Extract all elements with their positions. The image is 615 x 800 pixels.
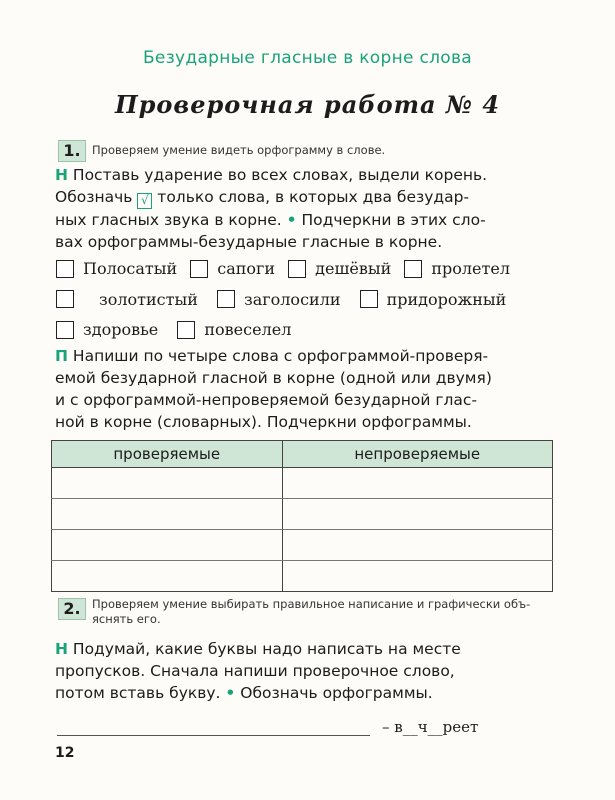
answer-cell[interactable] xyxy=(52,499,283,530)
table-header-checkable: проверяемые xyxy=(52,441,283,468)
word-item: золотистый xyxy=(99,289,198,309)
word-checkbox[interactable] xyxy=(190,260,208,278)
answer-cell[interactable] xyxy=(282,561,553,592)
task-p-line4: ной в корне (словарных). Подчеркни орфограммы. xyxy=(55,413,472,431)
answer-cell[interactable] xyxy=(52,530,283,561)
task2-instructions xyxy=(55,638,580,704)
task1-line1: Поставь ударение во всех словах, выдели корень. xyxy=(72,166,488,184)
word-item: повеселел xyxy=(204,320,292,339)
task2-note-line1: Проверяем умение выбирать правильное написание и графически объ- xyxy=(92,597,531,611)
task-p-line1: Напиши по четыре слова с орфограммой-проверя- xyxy=(72,347,489,365)
word-item: Полосатый xyxy=(83,259,178,278)
word-checkbox[interactable] xyxy=(217,290,235,308)
word-item: придорожный xyxy=(386,289,507,309)
task-p-level-mark: П xyxy=(55,347,68,365)
work-title: Проверочная работа № 4 xyxy=(114,90,501,119)
table-row xyxy=(52,561,553,592)
task2-note xyxy=(92,597,562,627)
task1-line3a: ных гласных звука в корне. xyxy=(55,211,282,229)
bullet-icon: • xyxy=(286,211,297,229)
word-item: заголосили xyxy=(243,289,341,309)
word-checkbox[interactable] xyxy=(360,290,378,308)
word-checkbox[interactable] xyxy=(56,321,74,339)
task2-line3b: Обозначь орфограммы. xyxy=(240,684,433,702)
task1-instructions xyxy=(55,164,575,253)
answer-table xyxy=(51,440,553,592)
task-p-line3: и с орфограммой-непроверяемой безударной глас- xyxy=(55,391,478,409)
answer-cell[interactable] xyxy=(52,468,283,499)
word-checkbox[interactable] xyxy=(404,260,422,278)
word-checkbox[interactable] xyxy=(288,260,306,278)
answer-word: – в__ч__реет xyxy=(382,718,479,736)
task-p-line2: емой безударной гласной в корне (одной или двумя) xyxy=(55,369,492,387)
task1-number: 1. xyxy=(58,140,86,162)
table-header-uncheckable: непроверяемые xyxy=(282,441,553,468)
word-item: пролетел xyxy=(431,259,510,278)
task1-line2b: только слова, в которых два безудар- xyxy=(157,188,470,206)
answer-cell[interactable] xyxy=(282,468,553,499)
answer-cell[interactable] xyxy=(52,561,283,592)
task2-line1: Подумай, какие буквы надо написать на месте xyxy=(72,640,461,658)
task1-line4: вах орфограммы-безударные гласные в корне. xyxy=(55,233,443,251)
task1-line3b: Подчеркни в этих сло- xyxy=(301,211,486,229)
answer-line[interactable] xyxy=(57,735,370,736)
topic-heading: Безударные гласные в корне слова xyxy=(142,48,473,68)
word-item: дешёвый xyxy=(315,259,392,278)
task2-line2: пропусков. Сначала напиши проверочное слово, xyxy=(55,662,455,680)
word-checkbox[interactable] xyxy=(56,260,74,278)
task1-line2a: Обозначь xyxy=(55,188,133,206)
bullet-icon: • xyxy=(225,684,236,702)
check-mark-icon: √ xyxy=(137,193,152,209)
word-checkbox[interactable] xyxy=(56,290,74,308)
table-row xyxy=(52,499,553,530)
task2-line3a: потом вставь букву. xyxy=(55,684,221,702)
table-row xyxy=(52,530,553,561)
word-checkbox[interactable] xyxy=(177,321,195,339)
word-item: здоровье xyxy=(83,320,159,339)
word-item: сапоги xyxy=(217,259,276,278)
task-p-instructions xyxy=(55,345,580,433)
task1-note: Проверяем умение видеть орфограмму в слове. xyxy=(92,143,386,157)
task1-level-mark: Н xyxy=(55,166,68,184)
task2-number: 2. xyxy=(58,598,86,620)
page-number: 12 xyxy=(55,745,75,761)
task2-note-line2: яснять его. xyxy=(92,612,161,626)
task2-level-mark: Н xyxy=(55,640,68,658)
answer-cell[interactable] xyxy=(282,499,553,530)
word-list xyxy=(56,255,576,347)
answer-cell[interactable] xyxy=(282,530,553,561)
table-row xyxy=(52,468,553,499)
